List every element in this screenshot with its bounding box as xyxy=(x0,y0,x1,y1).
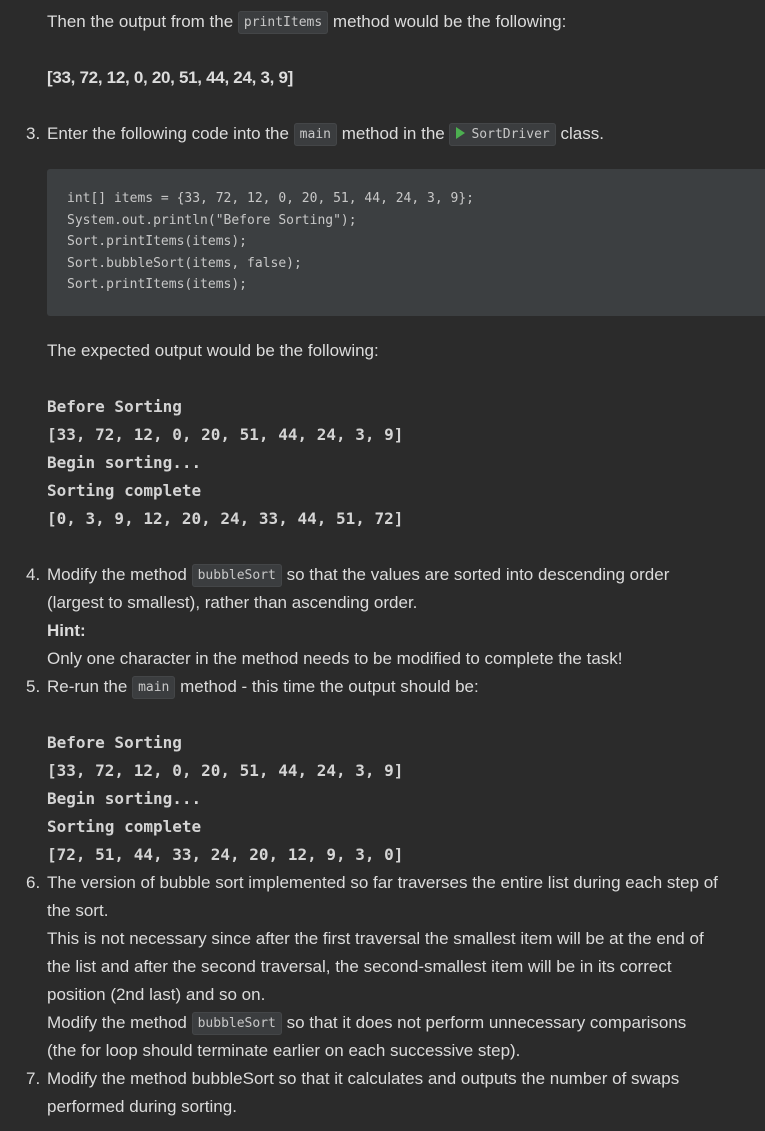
code-main: main xyxy=(294,123,337,146)
step-4-text-before: Modify the method xyxy=(47,565,187,584)
first-output: [33, 72, 12, 0, 20, 51, 44, 24, 3, 9] xyxy=(47,68,293,87)
code-bubblesort: bubbleSort xyxy=(192,1012,282,1035)
step-6-line-6 xyxy=(47,1009,686,1039)
output-line: Begin sorting... xyxy=(47,453,202,472)
step-7-number: 7. xyxy=(26,1069,41,1088)
step-5-text-after: method - this time the output should be: xyxy=(180,677,479,696)
output-line: Sorting complete xyxy=(47,817,202,836)
code-bubblesort: bubbleSort xyxy=(192,564,282,587)
run-icon xyxy=(456,127,465,139)
code-line: int[] items = {33, 72, 12, 0, 20, 51, 44, 24, 3, 9}; xyxy=(67,191,474,206)
output-line: [33, 72, 12, 0, 20, 51, 44, 24, 3, 9] xyxy=(47,425,404,444)
code-line: System.out.println("Before Sorting"); xyxy=(67,213,357,228)
output-line: Sorting complete xyxy=(47,481,202,500)
code-block xyxy=(47,169,765,316)
step-3-text-after: class. xyxy=(560,124,604,143)
step-6-line-7: (the for loop should terminate earlier on each successive step). xyxy=(47,1041,521,1060)
step-7-line-1: Modify the method bubbleSort so that it calculates and outputs the number of swaps xyxy=(47,1069,680,1088)
code-printitems: printItems xyxy=(238,11,328,34)
step-3-text-middle: method in the xyxy=(341,124,445,143)
intro-text-after: method would be the following: xyxy=(332,12,567,31)
step-6-number: 6. xyxy=(26,873,41,892)
step-6-line-1: The version of bubble sort implemented so far traverses the entire list during each step of xyxy=(47,873,718,892)
code-main: main xyxy=(132,676,175,699)
intro-paragraph xyxy=(47,8,566,38)
expected-label: The expected output would be the following: xyxy=(47,341,379,360)
step-3-text-before: Enter the following code into the xyxy=(47,124,289,143)
output-line: [72, 51, 44, 33, 24, 20, 12, 9, 3, 0] xyxy=(47,845,404,864)
intro-text-before: Then the output from the xyxy=(47,12,234,31)
hint-text: Only one character in the method needs to be modified to complete the task! xyxy=(47,649,623,668)
code-line: Sort.bubbleSort(items, false); xyxy=(67,256,302,271)
code-line: Sort.printItems(items); xyxy=(67,234,248,249)
code-line: Sort.printItems(items); xyxy=(67,277,248,292)
step-6-line-2: the sort. xyxy=(47,901,109,920)
step-4-number: 4. xyxy=(26,565,41,584)
step-5-number: 5. xyxy=(26,677,41,696)
step-4-text-after: so that the values are sorted into descending order xyxy=(286,565,670,584)
step-3-number: 3. xyxy=(26,124,41,143)
output-line: [33, 72, 12, 0, 20, 51, 44, 24, 3, 9] xyxy=(47,761,404,780)
step-6-line-5: position (2nd last) and so on. xyxy=(47,985,266,1004)
step-6-line-3: This is not necessary since after the first traversal the smallest item will be at the end of xyxy=(47,929,704,948)
step-7-line-2: performed during sorting. xyxy=(47,1097,237,1116)
hint-label: Hint: xyxy=(47,621,86,640)
output-line: Before Sorting xyxy=(47,397,182,416)
step-6-line-6-after: so that it does not perform unnecessary comparisons xyxy=(286,1013,687,1032)
sortdriver-label: SortDriver xyxy=(471,127,550,142)
output-line: Before Sorting xyxy=(47,733,182,752)
step-5-text-before: Re-run the xyxy=(47,677,128,696)
output-line: [0, 3, 9, 12, 20, 24, 33, 44, 51, 72] xyxy=(47,509,404,528)
code-sortdriver[interactable] xyxy=(449,123,555,146)
output-line: Begin sorting... xyxy=(47,789,202,808)
step-6-line-6-before: Modify the method xyxy=(47,1013,187,1032)
step-6-line-4: the list and after the second traversal, the second-smallest item will be in its correct xyxy=(47,957,672,976)
step-4-line-2: (largest to smallest), rather than ascending order. xyxy=(47,593,418,612)
